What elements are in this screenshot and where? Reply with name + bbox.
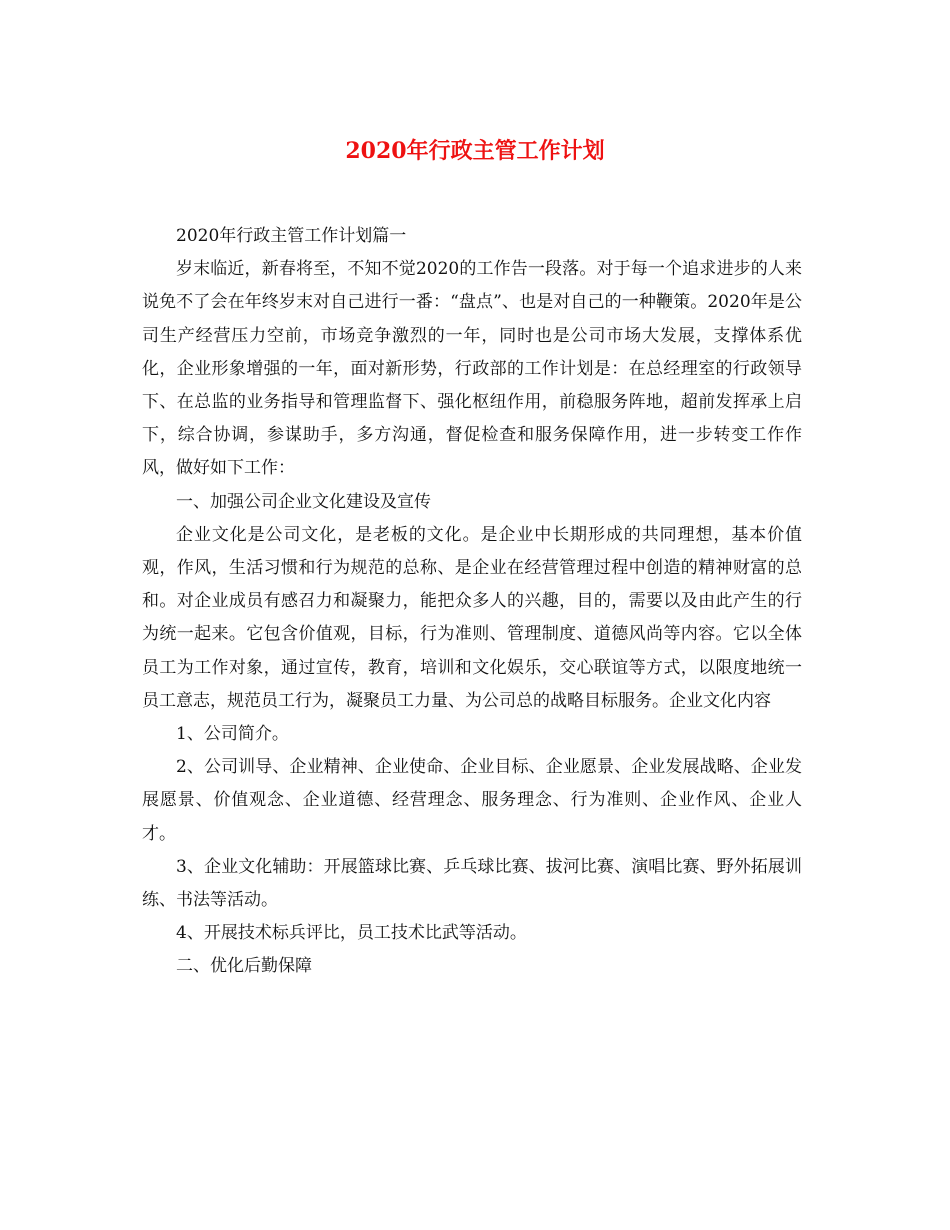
document-body — [142, 220, 802, 984]
paragraph-section-heading: 2020年行政主管工作计划篇一 — [176, 226, 407, 246]
paragraph-item-4: 4、开展技术标兵评比，员工技术比武等活动。 — [176, 923, 527, 944]
paragraph-item-1: 1、公司简介。 — [176, 724, 289, 745]
paragraph-heading-logistics: 二、优化后勤保障 — [176, 956, 312, 977]
document-title: 2020年行政主管工作计划 — [345, 138, 605, 164]
paragraph-intro: 岁末临近，新春将至，不知不觉2020的工作告一段落。对于每一个追求进步的人来说免不了会在年终岁末对自己进行一番：“盘点”、也是对自己的一种鞭策。2020年是公司生产经营压力空前，市场竞争激烈的一年，同时也是公司市场大发展，支撑体系优化，企业形象增强的一年，面对新形势，行政部的工作计划是：在总经理室的行政领导下、在总监的业务指导和管理监督下、强化枢纽作用，前稳服务阵地，超前发挥承上启下，综合协调，参谋助手，多方沟通，督促检查和服务保障作用，进一步转变工作作风，做好如下工作： — [142, 259, 802, 479]
paragraph-culture-description: 企业文化是公司文化，是老板的文化。是企业中长期形成的共同理想，基本价值观，作风，生活习惯和行为规范的总称、是企业在经营管理过程中创造的精神财富的总和。对企业成员有感召力和凝聚力，能把众多人的兴趣，目的，需要以及由此产生的行为统一起来。它包含价值观，目标，行为准则、管理制度、道德风尚等内容。它以全体员工为工作对象，通过宣传，教育，培训和文化娱乐，交心联谊等方式，以限度地统一员工意志，规范员工行为，凝聚员工力量、为公司总的战略目标服务。企业文化内容 — [142, 524, 802, 711]
paragraph-item-3: 3、企业文化辅助：开展篮球比赛、乒乓球比赛、拔河比赛、演唱比赛、野外拓展训练、书法等活动。 — [142, 856, 802, 911]
paragraph-heading-culture: 一、加强公司企业文化建设及宣传 — [176, 491, 431, 512]
paragraph-item-2: 2、公司训导、企业精神、企业使命、企业目标、企业愿景、企业发展战略、企业发展愿景、价值观念、企业道德、经营理念、服务理念、行为准则、企业作风、企业人才。 — [142, 757, 802, 844]
